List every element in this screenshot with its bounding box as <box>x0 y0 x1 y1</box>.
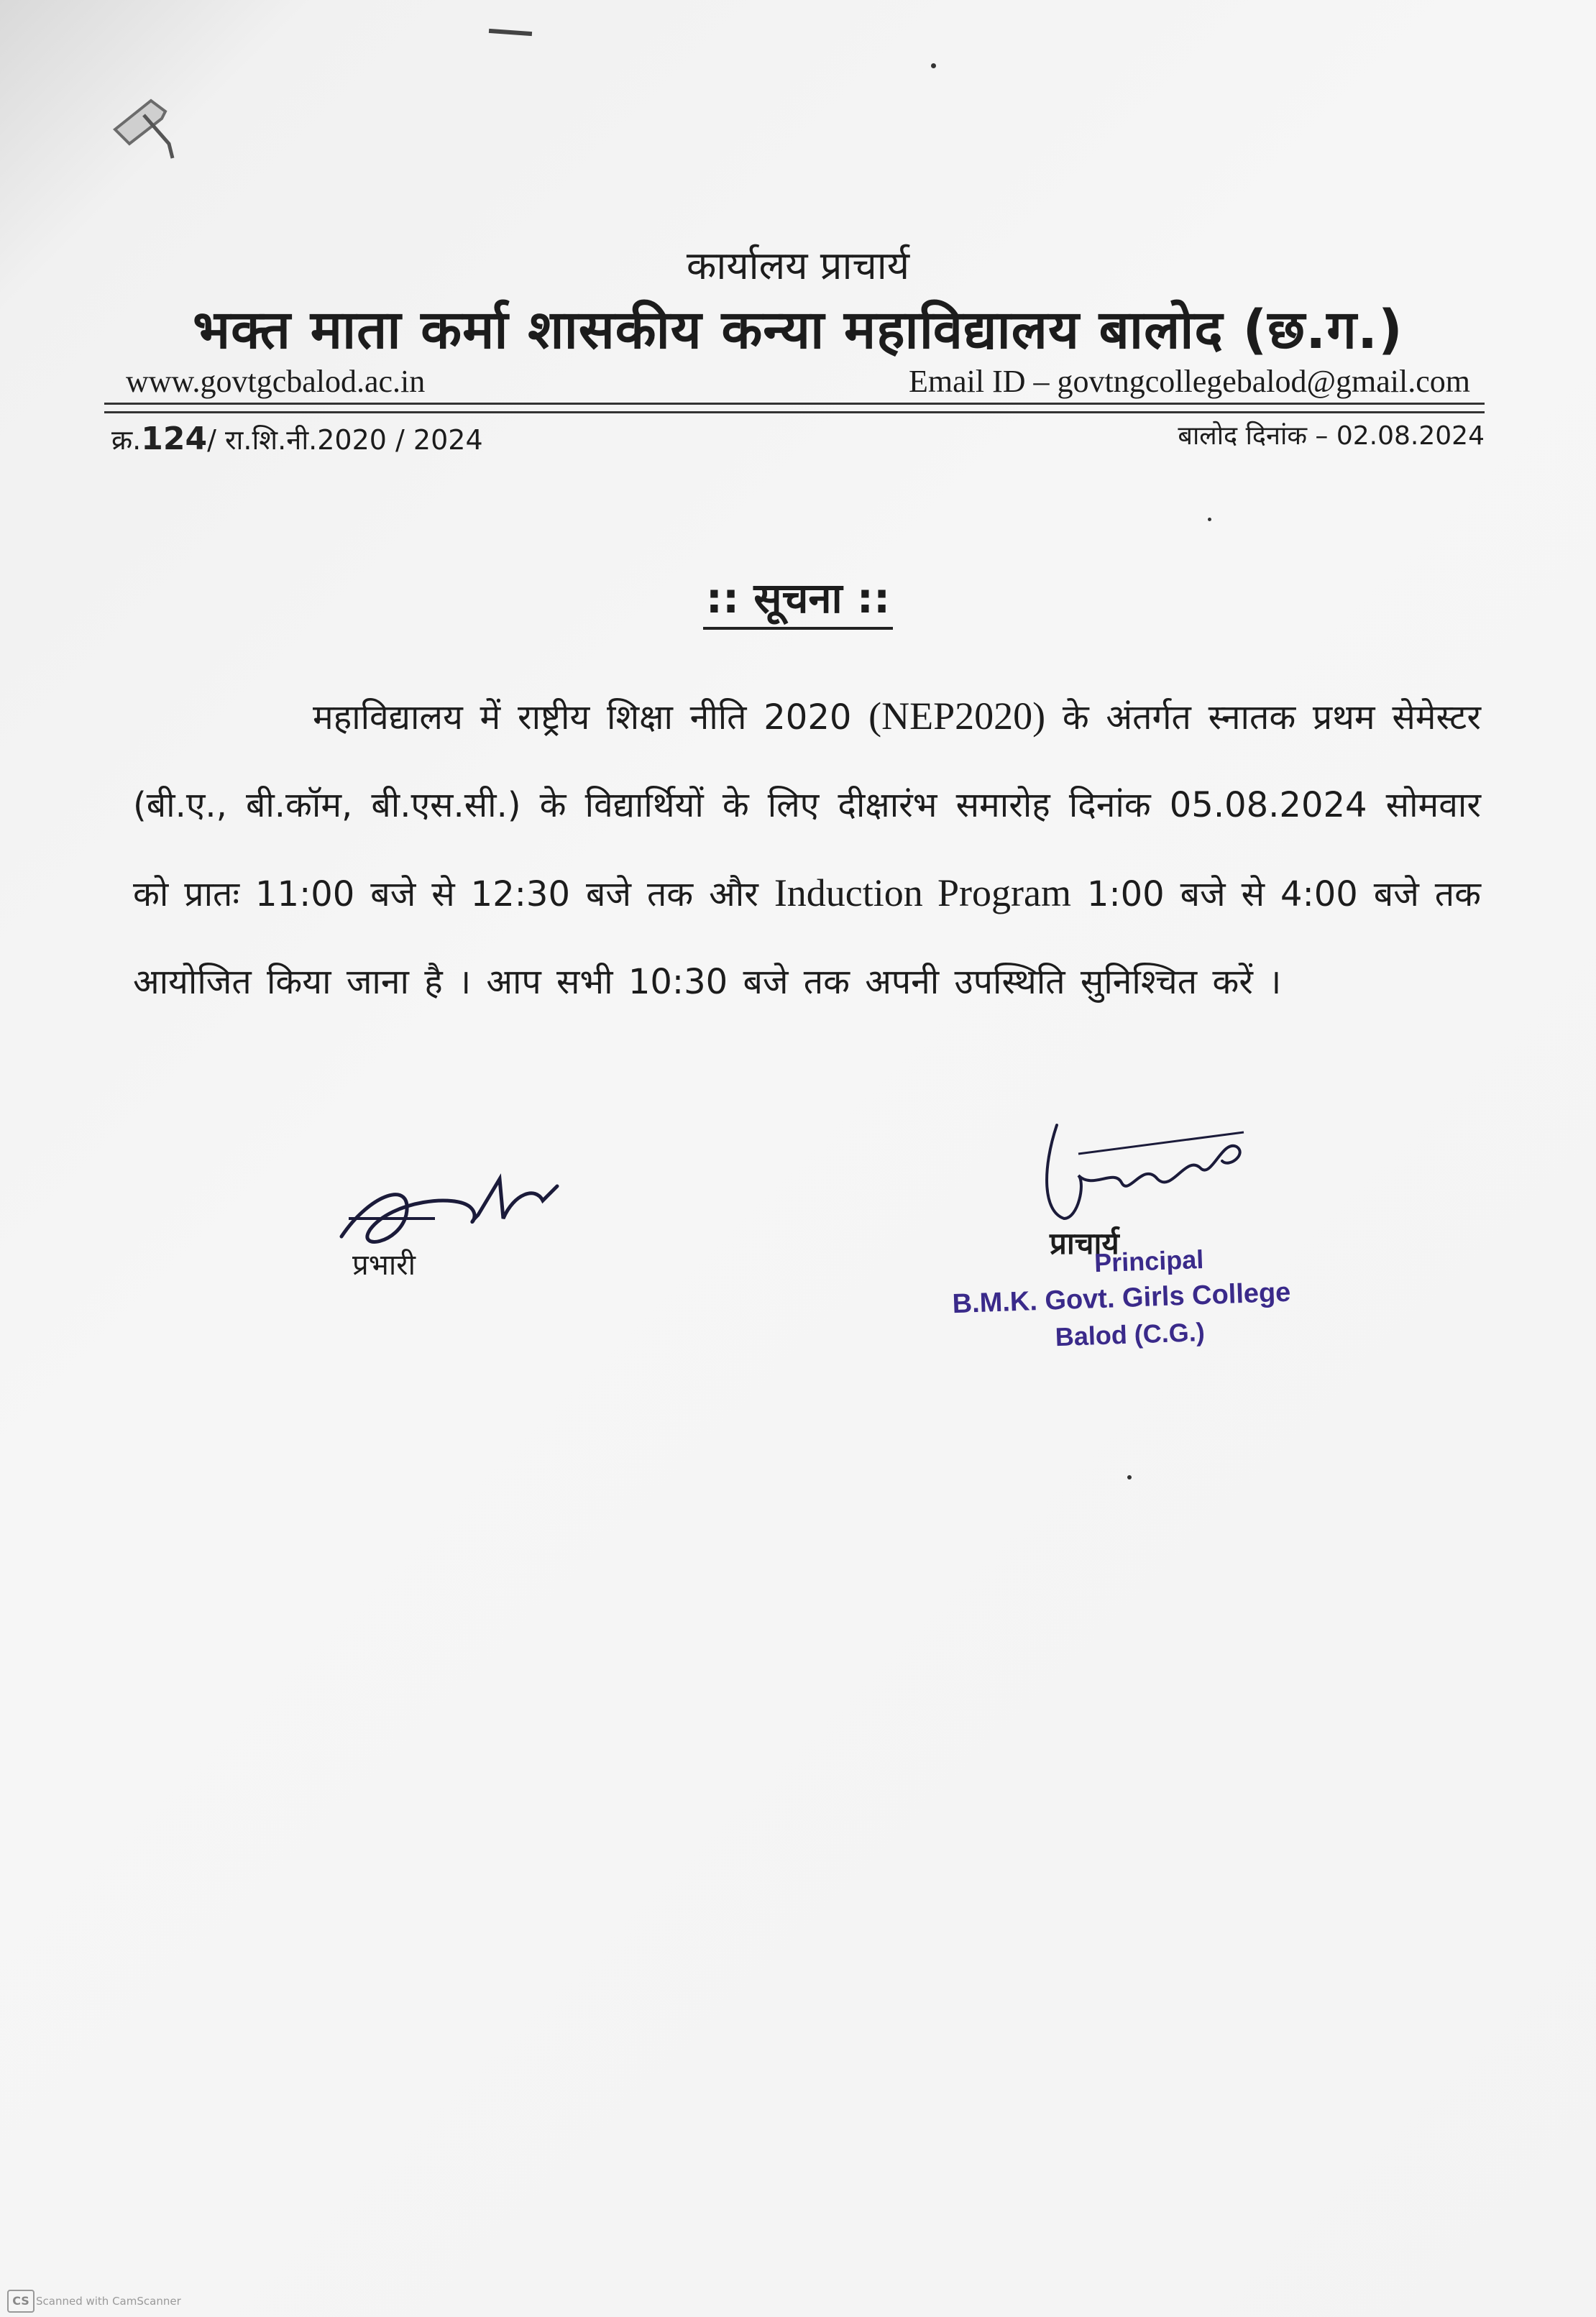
paper-clip-icon <box>101 86 180 165</box>
incharge-label: प्रभारी <box>352 1249 416 1282</box>
ink-speck <box>1208 518 1211 521</box>
ref-suffix: / रा.शि.नी.2020 / 2024 <box>207 424 483 456</box>
ink-speck <box>931 63 936 68</box>
scanner-watermark: Scanned with CamScanner <box>36 2295 181 2308</box>
stamp-line-2: B.M.K. Govt. Girls College <box>951 1277 1291 1320</box>
header-divider <box>104 411 1485 413</box>
camscanner-logo-icon: CS <box>7 2290 35 2313</box>
principal-signature <box>1035 1111 1251 1240</box>
website-address: www.govtgcbalod.ac.in <box>126 364 426 399</box>
ink-mark <box>489 29 532 36</box>
date-line: बालोद दिनांक – 02.08.2024 <box>1178 421 1485 451</box>
body-part-2: के अंतर्गत स्नातक प्रथम सेमेस्टर (बी.ए., बी.कॉम, बी.एस.सी.) के विद्यार्थियों के लिए दीक्षारंभ समारोह दिनांक 05.08.2024 सोमवार को प्रातः 11:00 बजे से 12:30 बजे तक और <box>133 697 1481 914</box>
header-divider <box>104 403 1485 405</box>
body-part-1: महाविद्यालय में राष्ट्रीय शिक्षा नीति 2020 <box>313 697 869 738</box>
college-name: भक्त माता कर्मा शासकीय कन्या महाविद्यालय बालोद (छ.ग.) <box>193 299 1403 361</box>
ink-speck <box>1127 1475 1132 1479</box>
body-part-3: 1:00 बजे से 4:00 बजे तक आयोजित किया जाना है । आप सभी 10:30 बजे तक अपनी उपस्थिति सुनिश्चित करें । <box>133 874 1481 1002</box>
stamp-line-3: Balod (C.G.) <box>1055 1317 1206 1352</box>
notice-body <box>133 672 1481 1026</box>
principal-stamp <box>919 1240 1325 1357</box>
stamp-line-1: Principal <box>1093 1244 1204 1278</box>
notice-heading <box>0 568 1596 625</box>
principal-label: प्राचार्य <box>1050 1226 1119 1261</box>
ref-prefix: क्र. <box>111 424 142 456</box>
body-latin-1: (NEP2020) <box>868 694 1046 738</box>
email-address: Email ID – govtngcollegebalod@gmail.com <box>909 364 1470 399</box>
notice-heading-text: :: सूचना :: <box>703 574 893 630</box>
ref-number-handwritten: 124 <box>141 421 208 457</box>
reference-number <box>111 421 483 458</box>
body-latin-2: Induction Program <box>774 871 1071 914</box>
office-title: कार्यालय प्राचार्य <box>686 243 910 288</box>
